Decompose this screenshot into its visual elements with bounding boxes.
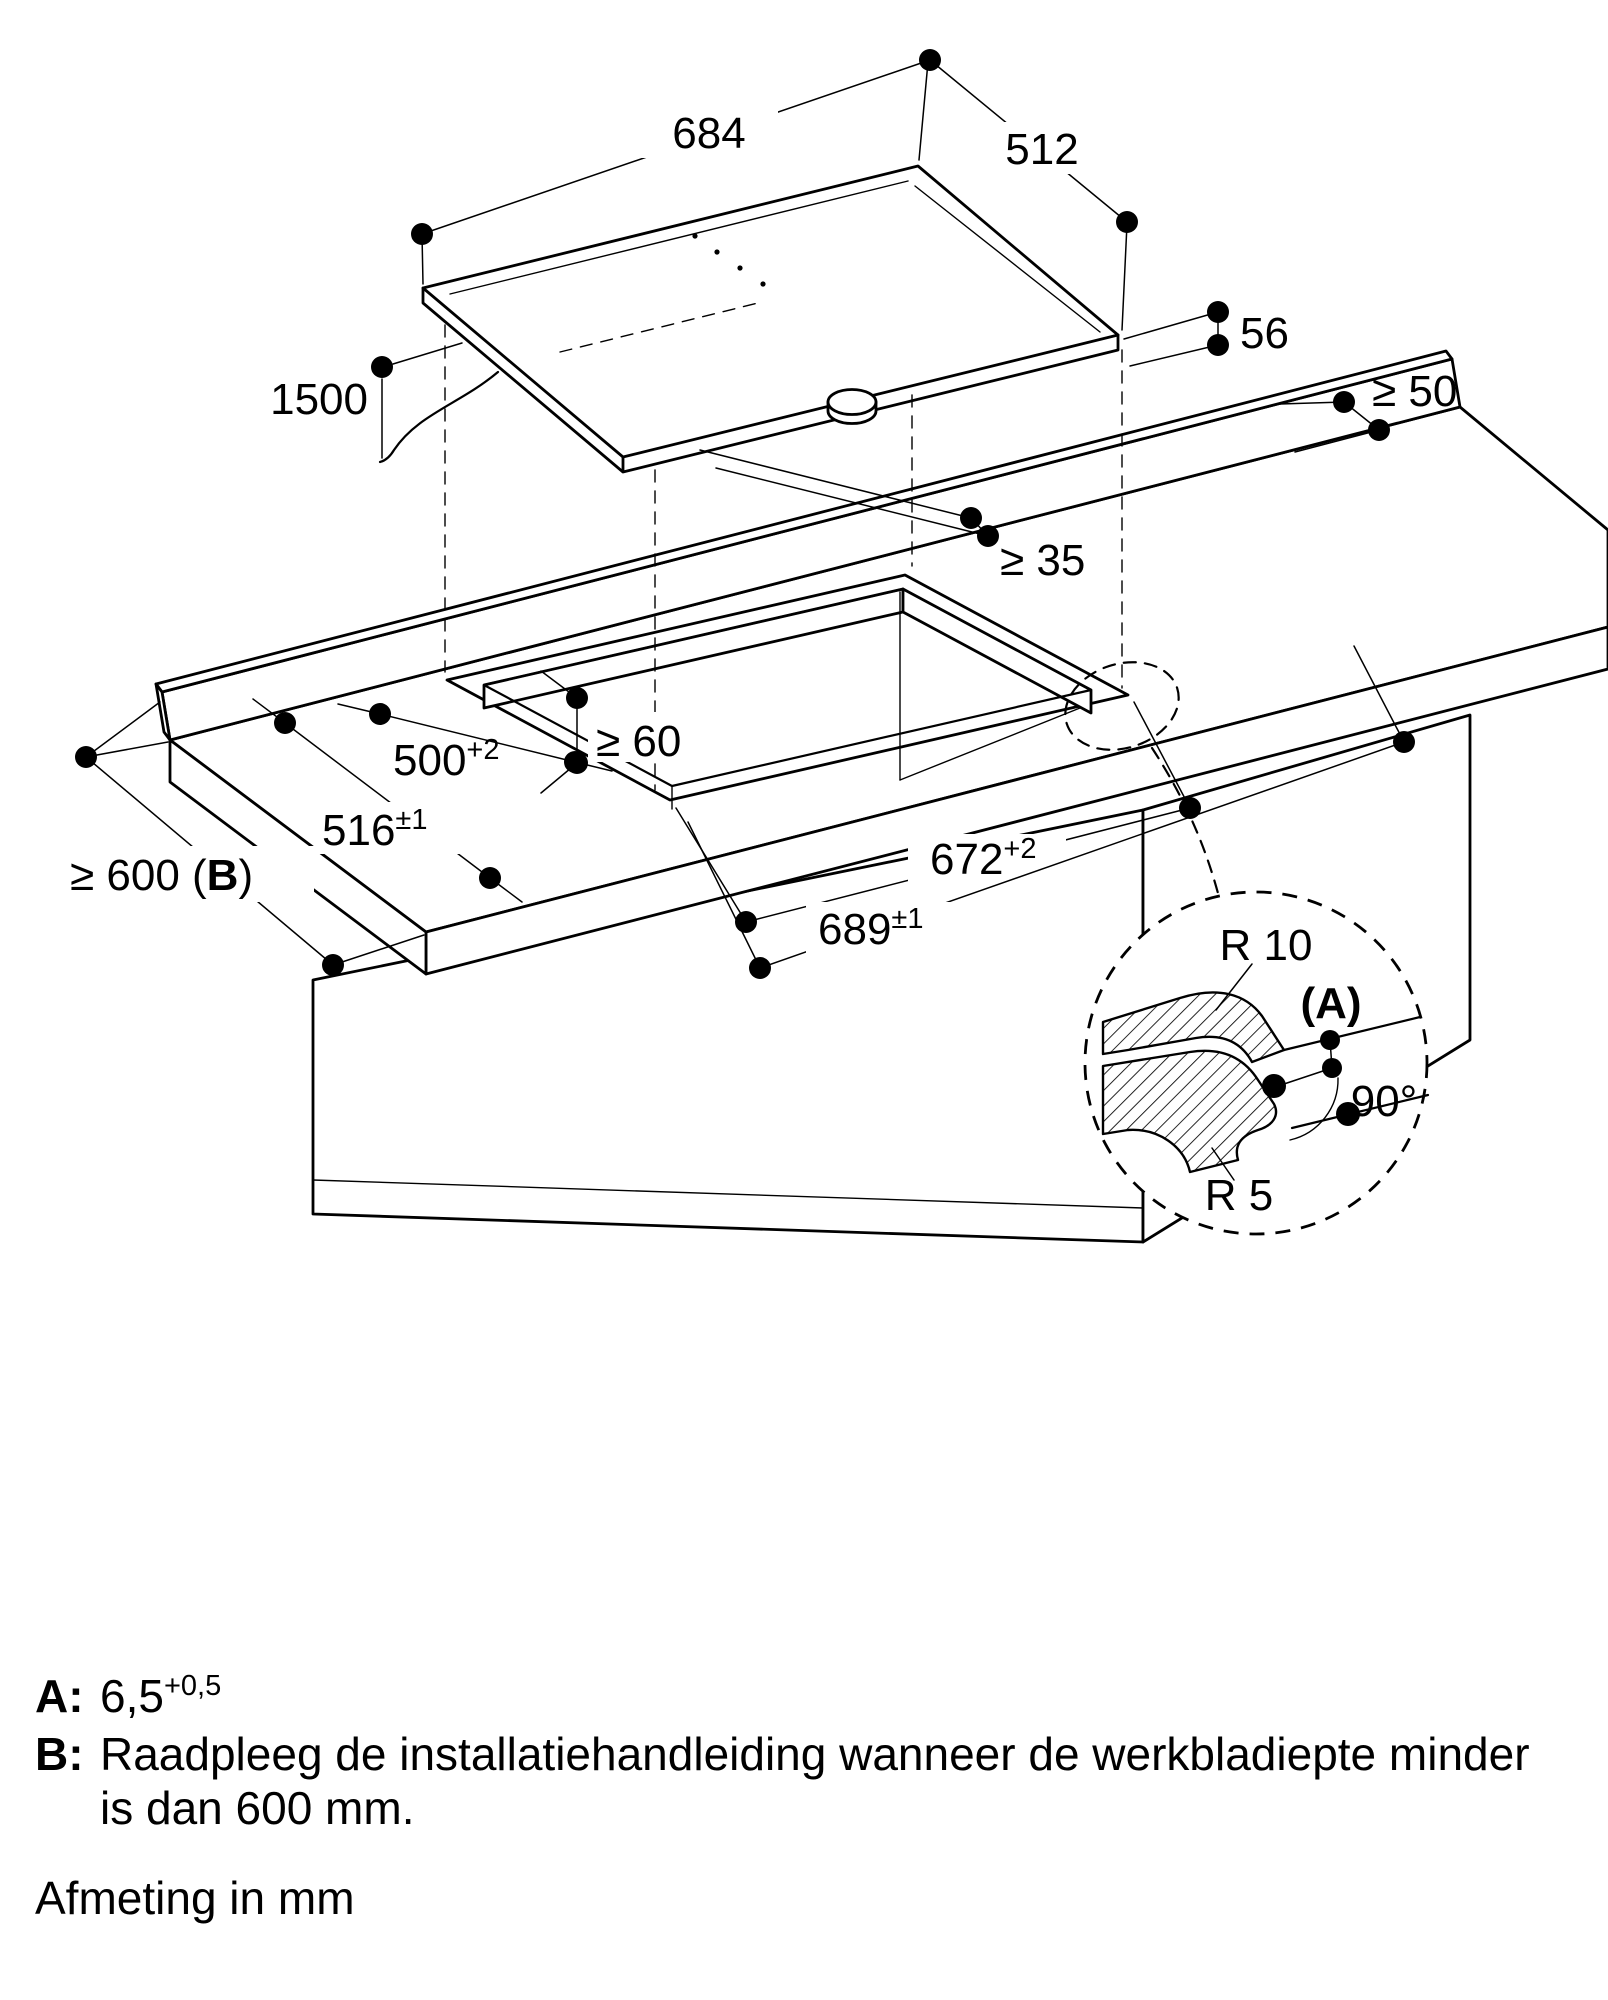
- dim-56: [1124, 301, 1289, 366]
- dimension-dot: [1179, 797, 1201, 819]
- dimension-dot: [1207, 334, 1229, 356]
- dimension-dot: [371, 356, 393, 378]
- dimension-dot: [1393, 731, 1415, 753]
- dimension-dot: [369, 703, 391, 725]
- dimension-dot: [274, 712, 296, 734]
- dim-512-label: 512: [1005, 125, 1079, 174]
- extension-line: [1122, 224, 1127, 330]
- dimension-dot: [1262, 1074, 1286, 1098]
- footnotes-group: [35, 1670, 1530, 1924]
- dim-689-label: $689^{\pm 1}$: [818, 903, 924, 954]
- dim-1500-label: 1500: [270, 375, 368, 424]
- note-b-line1: Raadpleeg de installatiehandleiding wanneer de werkbladiepte minder: [100, 1728, 1530, 1780]
- dimension-dot: [1116, 211, 1138, 233]
- dim-60-label: ≥ 60: [596, 717, 682, 766]
- dimension-dot: [977, 525, 999, 547]
- dim-600-label: ≥ 600 (B): [70, 851, 254, 900]
- dimension-dot: [322, 954, 344, 976]
- hob-power-cable: [380, 372, 498, 462]
- dimension-dot: [1322, 1058, 1342, 1078]
- hob-control-dot: [714, 249, 719, 254]
- dim-35-label: ≥ 35: [1000, 536, 1086, 585]
- dimension-dot: [75, 746, 97, 768]
- note-b-key: B:: [35, 1728, 84, 1780]
- units-footer: Afmeting in mm: [35, 1872, 355, 1924]
- extension-line: [919, 62, 928, 160]
- dimension-dot: [411, 223, 433, 245]
- detail-angle-label: 90°: [1350, 1077, 1418, 1126]
- hob-knob: [828, 390, 876, 415]
- dimension-dot: [960, 507, 982, 529]
- dim-1500: [270, 343, 462, 458]
- dim-56-label: 56: [1240, 309, 1289, 358]
- leader-line: [393, 343, 462, 364]
- dim-50-label: ≥ 50: [1372, 367, 1458, 416]
- hob-control-dot: [737, 265, 742, 270]
- dimension-dot: [1207, 301, 1229, 323]
- note-b-line2: is dan 600 mm.: [100, 1782, 415, 1834]
- dim-516-label: $516^{\pm 1}$: [322, 804, 428, 855]
- note-a-key: A:: [35, 1670, 84, 1722]
- hob-control-dot: [760, 281, 765, 286]
- dimension-dot: [1320, 1030, 1340, 1050]
- dimension-dot: [479, 867, 501, 889]
- dim-684-label: 684: [672, 109, 746, 158]
- dimension-dot: [566, 687, 588, 709]
- hob-top-face: [423, 166, 1118, 457]
- hob-group: [380, 166, 1118, 472]
- dimension-dot: [749, 957, 771, 979]
- detail-r5-label: R 5: [1204, 1171, 1274, 1220]
- dimension-dot: [566, 752, 588, 774]
- dimension-dot: [1368, 419, 1390, 441]
- dim-672-label: $672^{+2}$: [930, 833, 1037, 884]
- detail-r10-label: R 10: [1219, 921, 1313, 970]
- leader-line: [1124, 312, 1218, 339]
- leader-line: [1130, 345, 1218, 366]
- leader-line: [86, 742, 168, 757]
- hob-control-dot: [692, 233, 697, 238]
- dim-500-label: $500^{+2}$: [393, 734, 500, 785]
- detail-a-label: (A): [1300, 979, 1362, 1028]
- leader-line: [86, 702, 160, 757]
- dimension-dot: [1333, 391, 1355, 413]
- dimension-dot: [735, 911, 757, 933]
- note-a-value: $6,5^{+0,5}$: [100, 1670, 222, 1722]
